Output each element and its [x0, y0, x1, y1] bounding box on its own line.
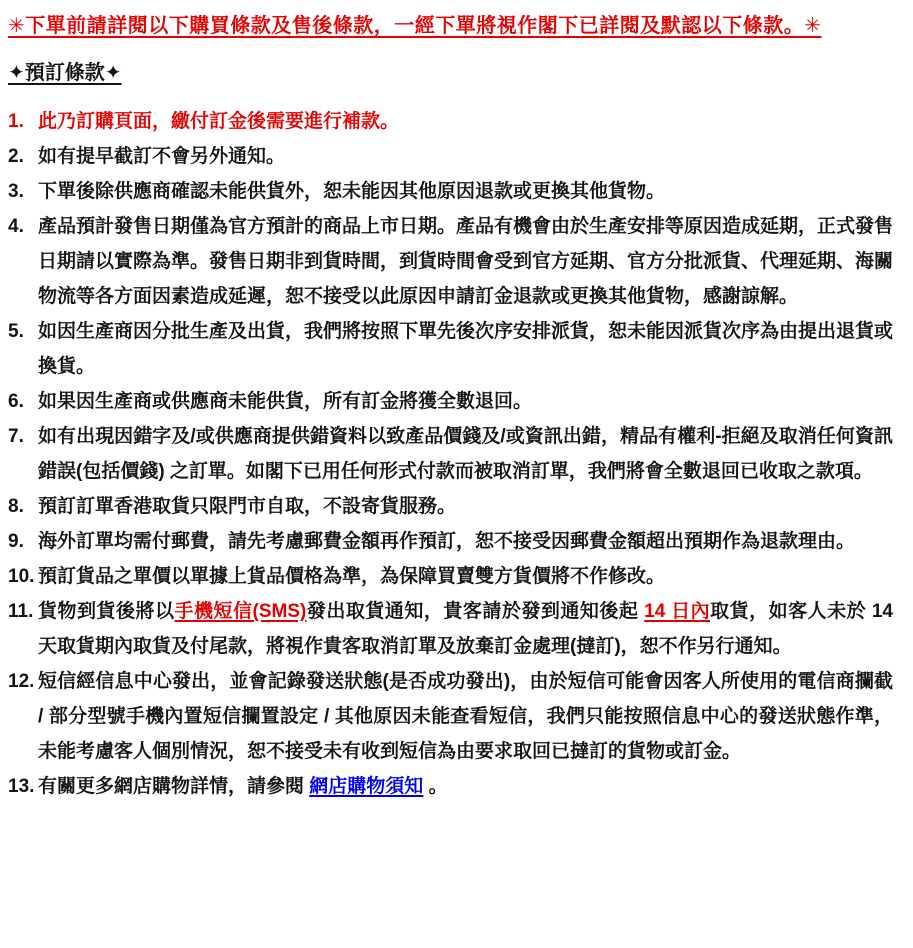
term-number: 12. [8, 671, 35, 692]
term-segment: 預訂貨品之單價以單據上貨品價格為準，為保障買賣雙方貨價將不作修改。 [38, 566, 666, 587]
term-number: 3. [8, 181, 24, 202]
term-number: 2. [8, 146, 24, 167]
term-number: 9. [8, 531, 24, 552]
term-text [38, 671, 893, 762]
term-segment: 預訂訂單香港取貨只限門市自取，不設寄貨服務。 [38, 496, 457, 517]
term-number: 6. [8, 391, 24, 412]
term-number: 4. [8, 216, 24, 237]
term-text [38, 181, 665, 202]
term-text [38, 496, 456, 517]
term-segment: 如有提早截訂不會另外通知。 [38, 146, 286, 167]
term-text [38, 216, 893, 307]
term-item-12 [8, 664, 893, 769]
term-segment: 。 [423, 776, 448, 797]
term-text [38, 531, 855, 552]
warning-header: ✳下單前請詳閱以下購買條款及售後條款，一經下單將視作閣下已詳閱及默認以下條款。✳ [8, 15, 822, 37]
term-number: 11. [8, 601, 34, 622]
term-text [38, 566, 665, 587]
term-segment: 如果因生產商或供應商未能供貨，所有訂金將獲全數退回。 [38, 391, 533, 412]
term-number: 5. [8, 321, 24, 342]
term-item-10 [8, 559, 893, 594]
term-text [38, 601, 893, 657]
term-number: 7. [8, 426, 24, 447]
term-segment: 產品預計發售日期僅為官方預計的商品上市日期。產品有機會由於生產安排等原因造成延期，正式發售日期請以實際為準。發售日期非到貨時間，到貨時間會受到官方延期、官方分批派貨、代理延期、海關物流等各方面因素造成延遲，恕不接受以此原因申請訂金退款或更換其他貨物，感謝諒解。 [38, 216, 894, 307]
term-item-3 [8, 174, 893, 209]
term-segment: 下單後除供應商確認未能供貨外，恕未能因其他原因退款或更換其他貨物。 [38, 181, 666, 202]
term-segment: 取貨，如客人未於 14 天取貨期內取貨及付尾款，將視作貴客取消訂單及放棄訂金處理(撻訂)，恕不作另行通知。 [38, 601, 893, 657]
term-segment: 14 日內 [644, 601, 711, 622]
term-item-5 [8, 314, 893, 384]
term-number: 1. [8, 111, 24, 132]
shop-guide-link[interactable]: 網店購物須知 [309, 776, 424, 797]
term-text [38, 321, 893, 377]
term-item-13 [8, 769, 893, 804]
term-segment: 如有出現因錯字及/或供應商提供錯資料以致產品價錢及/或資訊出錯，精品有權利-拒絕及取消任何資訊錯誤(包括價錢) 之訂單。如閣下已用任何形式付款而被取消訂單，我們將會全數退回已收取之款項。 [38, 426, 893, 482]
term-item-11 [8, 594, 893, 664]
term-text [38, 391, 532, 412]
term-text [38, 111, 399, 132]
term-number: 10. [8, 566, 35, 587]
term-item-8 [8, 489, 893, 524]
section-title: ✦預訂條款✦ [8, 62, 122, 84]
term-segment: 此乃訂購頁面，繳付訂金後需要進行補款。 [38, 111, 400, 132]
term-item-7 [8, 419, 893, 489]
term-item-4 [8, 209, 893, 314]
term-segment: 如因生產商因分批生產及出貨，我們將按照下單先後次序安排派貨，恕未能因派貨次序為由提出退貨或換貨。 [38, 321, 894, 377]
term-item-2 [8, 139, 893, 174]
term-item-1 [8, 104, 893, 139]
term-text [38, 426, 893, 482]
term-segment: 貨物到貨後將以 [38, 601, 175, 622]
term-item-6 [8, 384, 893, 419]
term-item-9 [8, 524, 893, 559]
term-segment: 手機短信(SMS) [174, 601, 307, 622]
term-segment: 短信經信息中心發出，並會記錄發送狀態(是否成功發出)，由於短信可能會因客人所使用的電信商攔截 / 部分型號手機內置短信攔置設定 / 其他原因未能查看短信，我們只能按照信息中心的發送狀態作準，未能考慮客人個別情況，恕不接受未有收到短信為由要求取回已撻訂的貨物或訂金。 [38, 671, 893, 762]
term-number: 13. [8, 776, 35, 797]
term-segment: 海外訂單均需付郵費，請先考慮郵費金額再作預訂，恕不接受因郵費金額超出預期作為退款理由。 [38, 531, 856, 552]
term-text [38, 146, 285, 167]
term-segment: 有關更多網店購物詳情，請參閱 [38, 776, 310, 797]
term-text [38, 776, 448, 797]
term-segment: 發出取貨通知，貴客請於發到通知後起 [306, 601, 645, 622]
terms-list [8, 104, 893, 804]
term-number: 8. [8, 496, 24, 517]
